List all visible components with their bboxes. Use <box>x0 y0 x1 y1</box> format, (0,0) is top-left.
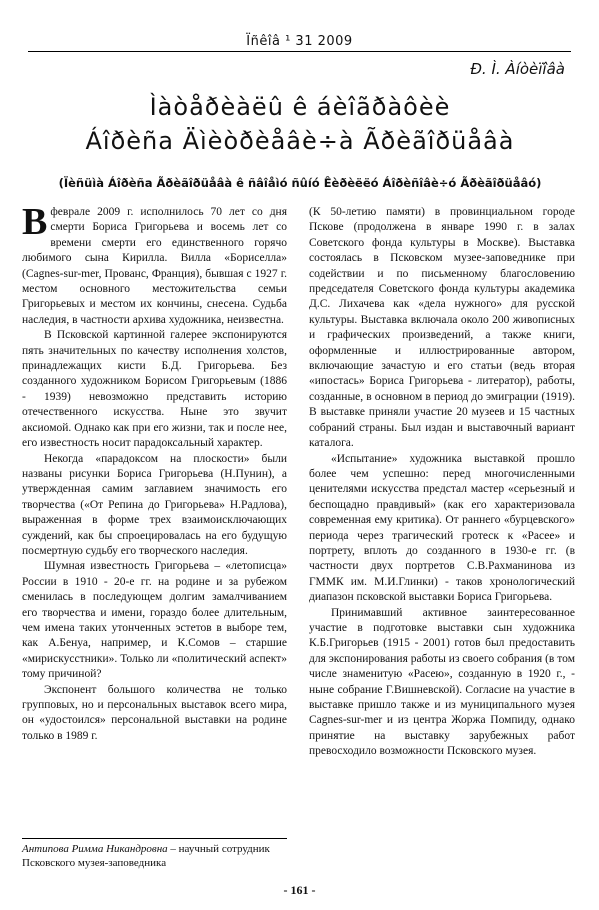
journal-issue-title: Ïñêîâ ¹ 31 2009 <box>246 34 353 49</box>
paragraph: В Псковской картинной галерее экспонируются пять значительных по качеству исполнения холстов, принадлежащих кисти Б.Д. Григорьева. Без созданного художником Борисом Григорьевым (1886 - 1939) невозможно представить историю отечественного искусства. Ныне это звучит аксиомой. Однако как при его жизни, так и после нее, его известность носит парадоксальный характер. <box>22 329 287 450</box>
drop-cap: В <box>22 201 48 243</box>
footnote-role: – научный сотрудник Псковского музея-заповедника <box>22 843 270 869</box>
text-column-left <box>22 201 287 744</box>
article-title-line-1: Ìàòåðèàëû ê áèîãðàôèè <box>149 93 451 121</box>
footnote-author-name: Антипова Римма Никандровна <box>22 843 168 855</box>
footnote <box>22 842 287 870</box>
running-header <box>28 34 571 50</box>
paragraph: Экспонент большого количества не только групповых, но и персональных выставок всего мира, он «удостоился» персональной выставки на родине только в 1989 г. <box>22 683 287 742</box>
paragraph: Шумная известность Григорьева – «летописца» России в 1910 - 20-е гг. на родине и за рубежом сменилась в последующем долгим замалчиванием его творчества и имени, гораздо более длительным, чем имена таких утонченных эстетов в выборе тем, как А.Бенуа, например, и К.Сомов – старшие «мирискусстники». Только ли «политический аспект» тому причиной? <box>22 560 287 681</box>
paragraph: «Испытание» художника выставкой прошло более чем успешно: перед многочисленными ценителями искусства предстал мастер «серьезный и беспощадно правдивый» (как его характеризовала современная ему критика). От раннего «бурцевского» периода через трагический гротеск к «Расее» и портрету, вплоть до созданного в 1930-е гг. (в частности двух портретов С.В.Рахманинова из ГММК им. М.И.Глинки) - таков хронологический диапазон псковской выставки Бориса Григорьева. <box>309 452 575 604</box>
header-rule <box>28 51 571 52</box>
page-number: - 161 - <box>283 883 316 897</box>
paragraph: (К 50-летию памяти) в провинциальном городе Пскове (продолжена в январе 1990 г. в залах Советского фонда культуры в Москве). Выставка состоялась в Псковском музее-заповеднике при содействии и по письменному благословению председателя Советского фонда культуры академика Д.С. Лихачева как «дела нужного» для русской культуры. Выставка включала около 200 живописных и графических произведений, а также книги, оформленные и иллюстрированные автором, включающие зачастую и его статьи (ведь вторая «ипостась» Бориса Григорьева - литератор), работы, созданные, в основном в период до эмиграции (1919). В выставке приняли участие 20 музеев и 15 частных собраний страны. Был издан и выставочный вариант каталога. <box>309 206 575 450</box>
paragraph: Вфеврале 2009 г. исполнилось 70 лет со дня смерти Бориса Григорьева и восемь лет со времени смерти его единственного горячо любимого сына Кирилла. Вилла «Бориселла» (Cagnes-sur-mer, Прованс, Франция), бывшая с 1927 г. местом основного местожительства семьи Григорьевых и местом их кончины, снесена. Судьба наследия, в частности архива художника, неизвестна. <box>22 201 287 326</box>
paragraph: Некогда «парадоксом на плоскости» были названы рисунки Бориса Григорьева (Н.Пунин), а утвержденная самим заглавием значимость его творчества («От Репина до Григорьева» Н.Радлова), выраженная в форме трех взаимоисключающих суждений, как бы спроецировалась на его будущую посмертную судьбу его творческого наследия. <box>22 452 287 557</box>
text-column-right <box>309 205 575 760</box>
paragraph: Принимавший активное заинтересованное участие в подготовке выставки сын художника К.Б.Григорьев (1915 - 2001) готов был предоставить для экспонирования работы из своего собрания (в том числе знаменитую «Расею», созданную в 1920 г., - ныне собрание Г.Вишневской). Согласие на участие в выставке пришло также и из муниципального музея Cagnes-sur-mer и из центра Жоржа Помпиду, однако принятие на выставку зарубежных работ превосходило возможности Псковского музея. <box>309 606 575 758</box>
article-subtitle: (Ïèñüìà Áîðèña Ãðèãîðüåâà ê ñâîåìó ñûíó Êèðèëëó Áîðèñîâè÷ó Ãðèãîðüåâó) <box>58 176 542 190</box>
article-title-line-2: Áîðèña Äìèòðèåâè÷à Ãðèãîðüåâà <box>85 127 515 155</box>
author-name: Ð. Ì. Àíòèïîâà <box>470 60 565 78</box>
article-title <box>20 90 580 158</box>
footnote-rule <box>22 838 287 839</box>
